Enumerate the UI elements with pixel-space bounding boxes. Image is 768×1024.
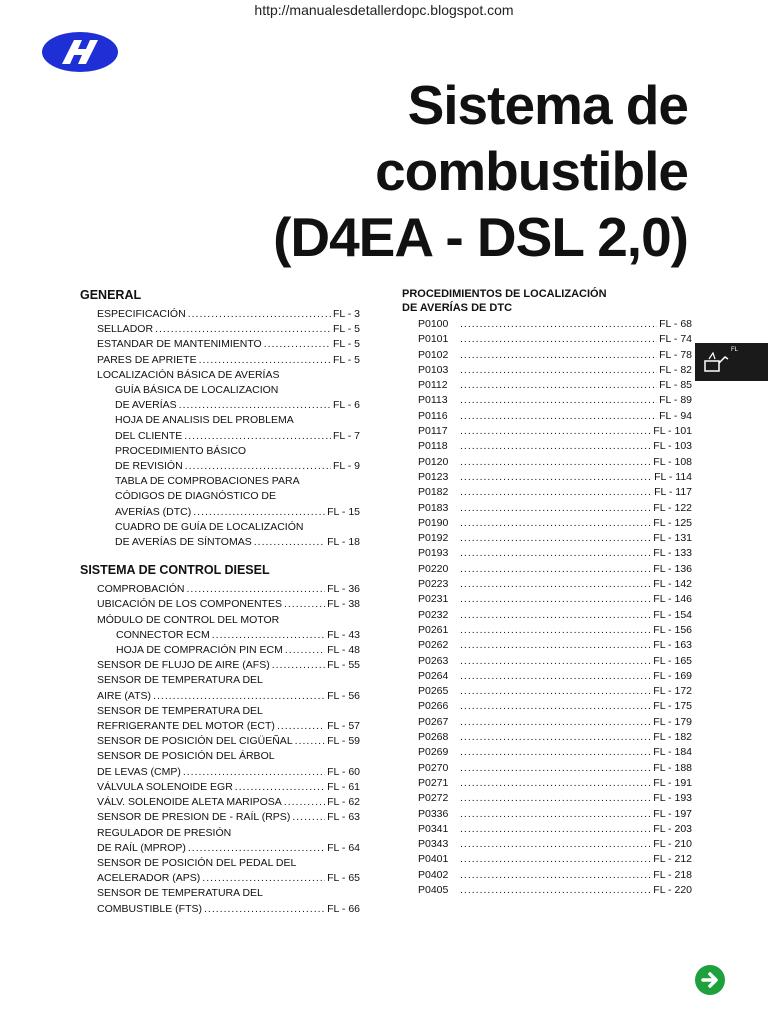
dot-leader — [284, 795, 325, 810]
toc-entry-title: P0261 — [418, 623, 449, 636]
dot-leader — [460, 837, 651, 852]
toc-entry-title: UBICACIÓN DE LOS COMPONENTES — [97, 598, 282, 611]
toc-entry[interactable] — [97, 413, 360, 428]
dot-leader — [460, 378, 657, 393]
dot-leader — [199, 353, 331, 368]
dot-leader — [460, 470, 652, 485]
toc-entry[interactable] — [418, 485, 692, 500]
toc-entry-page: FL - 154 — [653, 608, 692, 621]
toc-entry-title: P0272 — [418, 792, 449, 805]
toc-entry-page: FL - 142 — [653, 578, 692, 591]
toc-entry[interactable] — [418, 470, 692, 485]
toc-entry-page: FL - 131 — [653, 532, 692, 545]
toc-entry[interactable] — [97, 368, 360, 383]
dot-leader — [179, 398, 331, 413]
toc-entry[interactable] — [97, 673, 360, 688]
dot-leader — [285, 643, 325, 658]
toc-entry-title: PARES DE APRIETE — [97, 353, 197, 366]
toc-entry-title: ACELERADOR (APS) — [97, 872, 201, 885]
toc-entry-title: P0267 — [418, 715, 449, 728]
toc-entry[interactable] — [97, 307, 360, 322]
dot-leader — [460, 699, 651, 714]
toc-entry-title: P0182 — [418, 486, 449, 499]
toc-entry[interactable] — [97, 689, 360, 704]
dot-leader — [460, 684, 651, 699]
toc-entry-title: SENSOR DE POSICIÓN DEL CIGÜEÑAL — [97, 735, 293, 748]
toc-entry[interactable] — [97, 459, 360, 474]
dot-leader — [460, 852, 651, 867]
toc-entry-title: LOCALIZACIÓN BÁSICA DE AVERÍAS — [97, 368, 280, 381]
toc-entry-title: P0100 — [418, 318, 449, 330]
toc-entry-title: HOJA DE ANALISIS DEL PROBLEMA — [115, 414, 294, 427]
toc-right-column — [402, 287, 692, 898]
toc-entry-page: FL - 133 — [653, 547, 692, 560]
toc-entry[interactable] — [97, 734, 360, 749]
toc-entry-page: FL - 15 — [327, 505, 360, 518]
toc-entry-title: REGULADOR DE PRESIÓN — [97, 826, 232, 839]
toc-entry-title: P0101 — [418, 333, 449, 346]
dot-leader — [460, 562, 651, 577]
toc-entry-page: FL - 38 — [327, 598, 360, 611]
toc-entry-title: SELLADOR — [97, 323, 154, 336]
toc-entry-page: FL - 172 — [653, 685, 692, 698]
toc-entry-page: FL - 5 — [332, 323, 360, 336]
dot-leader — [460, 776, 651, 791]
toc-entry-page: FL - 9 — [332, 460, 360, 473]
toc-entry[interactable] — [97, 886, 360, 901]
toc-entry[interactable] — [97, 795, 360, 810]
toc-entry[interactable] — [418, 852, 692, 867]
dot-leader — [460, 730, 651, 745]
toc-entry[interactable] — [418, 546, 692, 561]
toc-entry-title: P0266 — [418, 700, 449, 713]
toc-entry-page: FL - 5 — [332, 353, 360, 366]
toc-entry-title: P0123 — [418, 470, 449, 483]
toc-entry[interactable] — [418, 608, 692, 623]
toc-entry-title: P0120 — [418, 455, 449, 468]
heading-line: DE AVERÍAS DE DTC — [402, 302, 513, 314]
toc-entry-title: P0232 — [418, 608, 449, 621]
toc-entry-title: P0223 — [418, 578, 449, 591]
toc-entry-page: FL - 163 — [653, 639, 692, 652]
toc-entry[interactable] — [418, 378, 692, 393]
toc-entry-title: P0268 — [418, 731, 449, 744]
toc-entry[interactable] — [97, 826, 360, 841]
toc-entry[interactable] — [418, 623, 692, 638]
toc-entry-title: P0269 — [418, 746, 449, 759]
toc-entry-title: DEL CLIENTE — [115, 429, 183, 442]
toc-entry-title: CUADRO DE GUÍA DE LOCALIZACIÓN — [115, 520, 304, 533]
toc-entry[interactable] — [97, 704, 360, 719]
toc-entry-title: PROCEDIMIENTO BÁSICO — [115, 444, 247, 457]
toc-entry-page: FL - 55 — [327, 659, 360, 672]
toc-entry[interactable] — [418, 807, 692, 822]
toc-entry[interactable] — [418, 684, 692, 699]
toc-entry[interactable] — [97, 749, 360, 764]
toc-entry-title: P0265 — [418, 685, 449, 698]
toc-entry-title: AVERÍAS (DTC) — [115, 505, 192, 518]
dot-leader — [460, 546, 651, 561]
toc-entry-page: FL - 191 — [653, 776, 692, 789]
toc-entry-title: P0271 — [418, 776, 449, 789]
dot-leader — [188, 841, 325, 856]
toc-entry-title: VÁLVULA SOLENOIDE EGR — [97, 780, 233, 793]
hyundai-logo — [40, 30, 120, 74]
toc-entry-page: FL - 156 — [653, 623, 692, 636]
dot-leader — [185, 459, 331, 474]
dot-leader — [284, 597, 325, 612]
toc-entry-title: DE AVERÍAS DE SÍNTOMAS — [115, 536, 252, 549]
toc-entry-page: FL - 7 — [332, 429, 360, 442]
section-heading-diesel: SISTEMA DE CONTROL DIESEL — [80, 563, 270, 578]
dot-leader — [460, 761, 651, 776]
toc-entry[interactable] — [418, 501, 692, 516]
dot-leader — [460, 317, 657, 332]
toc-entry-page: FL - 122 — [653, 501, 692, 514]
toc-entry-page: FL - 179 — [653, 715, 692, 728]
toc-entry[interactable] — [418, 592, 692, 607]
toc-entry-page: FL - 175 — [653, 700, 692, 713]
dot-leader — [460, 608, 651, 623]
toc-entry-title: P0264 — [418, 669, 449, 682]
toc-entry-title: HOJA DE COMPRACIÓN PIN ECM — [116, 644, 283, 657]
toc-entry-page: FL - 101 — [653, 425, 692, 438]
dot-leader — [460, 424, 651, 439]
toc-entry-title: DE RAÍL (MPROP) — [97, 841, 186, 854]
toc-entry-page: FL - 68 — [659, 318, 692, 330]
toc-entry[interactable] — [418, 822, 692, 837]
toc-entry-title: P0103 — [418, 363, 449, 376]
toc-entry-page: FL - 212 — [653, 853, 692, 866]
toc-entry-title: MÓDULO DE CONTROL DEL MOTOR — [97, 613, 280, 626]
toc-entry-page: FL - 63 — [327, 811, 360, 824]
toc-entry[interactable] — [97, 613, 360, 628]
toc-entry-page: FL - 43 — [327, 628, 360, 641]
toc-entry[interactable] — [418, 409, 692, 424]
toc-entry[interactable] — [418, 424, 692, 439]
toc-entry-page: FL - 6 — [332, 399, 360, 412]
toc-entry[interactable] — [418, 868, 692, 883]
toc-entry[interactable] — [418, 654, 692, 669]
toc-entry[interactable] — [97, 780, 360, 795]
toc-entry-page: FL - 60 — [327, 765, 360, 778]
dot-leader — [202, 871, 325, 886]
heading-line: PROCEDIMIENTOS DE LOCALIZACIÓN — [402, 288, 607, 300]
toc-entry-page: FL - 36 — [327, 583, 360, 596]
toc-entry[interactable] — [97, 489, 360, 504]
toc-entry[interactable] — [97, 658, 360, 673]
toc-entry-page: FL - 125 — [653, 516, 692, 529]
dot-leader — [460, 409, 657, 424]
toc-entry[interactable] — [418, 455, 692, 470]
dot-leader — [460, 439, 651, 454]
toc-entry-title: SENSOR DE FLUJO DE AIRE (AFS) — [97, 659, 270, 672]
toc-entry-title: P0113 — [418, 394, 448, 407]
toc-entry[interactable] — [418, 577, 692, 592]
dot-leader — [292, 810, 325, 825]
toc-entry-title: AIRE (ATS) — [97, 689, 152, 702]
section-heading-general: GENERAL — [80, 288, 142, 302]
toc-entry-title: P0220 — [418, 562, 449, 575]
toc-entry-title: SENSOR DE TEMPERATURA DEL — [97, 704, 263, 717]
toc-entry[interactable] — [418, 439, 692, 454]
toc-entry-page: FL - 136 — [653, 562, 692, 575]
dot-leader — [204, 902, 325, 917]
toc-entry-page: FL - 193 — [653, 792, 692, 805]
toc-entry-title: SENSOR DE TEMPERATURA DEL — [97, 674, 263, 687]
next-arrow-icon[interactable] — [694, 964, 726, 996]
toc-entry[interactable] — [97, 398, 360, 413]
general-entries — [97, 307, 360, 550]
toc-entry[interactable] — [97, 902, 360, 917]
toc-entry[interactable] — [97, 871, 360, 886]
dot-leader — [187, 582, 326, 597]
toc-entry-title: COMPROBACIÓN — [97, 583, 185, 596]
toc-entry[interactable] — [97, 383, 360, 398]
dot-leader — [460, 592, 651, 607]
toc-entry[interactable] — [418, 638, 692, 653]
toc-entry[interactable] — [97, 856, 360, 871]
dot-leader — [460, 516, 651, 531]
toc-entry-title: SENSOR DE POSICIÓN DEL PEDAL DEL — [97, 856, 297, 869]
toc-entry[interactable] — [418, 669, 692, 684]
dot-leader — [183, 765, 325, 780]
toc-entry-page: FL - 182 — [653, 731, 692, 744]
toc-entry-title: ESPECIFICACIÓN — [97, 308, 186, 320]
toc-entry-page: FL - 78 — [659, 348, 692, 361]
toc-entry[interactable] — [97, 719, 360, 734]
toc-entry[interactable] — [97, 628, 360, 643]
toc-entry-title: CONNECTOR ECM — [116, 628, 210, 641]
dot-leader — [460, 348, 657, 363]
toc-entry[interactable] — [418, 363, 692, 378]
toc-entry-title: P0117 — [418, 425, 448, 438]
toc-entry[interactable] — [418, 715, 692, 730]
toc-entry-page: FL - 74 — [659, 333, 692, 346]
toc-entry-page: FL - 56 — [327, 689, 360, 702]
toc-entry[interactable] — [418, 837, 692, 852]
toc-entry-page: FL - 57 — [327, 720, 360, 733]
toc-entry-title: P0405 — [418, 883, 449, 896]
toc-entry-page: FL - 66 — [327, 902, 360, 915]
dot-leader — [193, 505, 325, 520]
toc-entry[interactable] — [418, 761, 692, 776]
toc-entry-title: SENSOR DE TEMPERATURA DEL — [97, 887, 263, 900]
toc-entry[interactable] — [418, 883, 692, 898]
dot-leader — [460, 669, 651, 684]
toc-entry[interactable] — [418, 531, 692, 546]
toc-entry[interactable] — [97, 765, 360, 780]
dot-leader — [153, 689, 325, 704]
toc-entry-page: FL - 64 — [327, 841, 360, 854]
dot-leader — [460, 485, 652, 500]
toc-entry-title: P0231 — [418, 593, 449, 606]
dot-leader — [254, 535, 325, 550]
toc-entry-title: P0118 — [418, 440, 448, 453]
toc-entry-title: P0102 — [418, 348, 449, 361]
toc-entry-title: SENSOR DE PRESION DE - RAÍL (RPS) — [97, 811, 291, 824]
toc-entry-page: FL - 197 — [653, 807, 692, 820]
dot-leader — [264, 337, 331, 352]
dot-leader — [460, 455, 651, 470]
toc-entry[interactable] — [418, 791, 692, 806]
toc-entry[interactable] — [97, 353, 360, 368]
toc-entry-title: P0401 — [418, 853, 449, 866]
section-heading-dtc — [402, 287, 692, 315]
toc-entry[interactable] — [418, 348, 692, 363]
toc-entry[interactable] — [97, 597, 360, 612]
dot-leader — [460, 393, 657, 408]
dot-leader — [460, 791, 651, 806]
toc-entry-page: FL - 59 — [327, 735, 360, 748]
page-title — [273, 72, 688, 270]
toc-entry-title: P0270 — [418, 761, 449, 774]
toc-entry-title: DE AVERÍAS — [115, 399, 177, 412]
toc-entry-page: FL - 146 — [653, 593, 692, 606]
toc-entry-title: CÓDIGOS DE DIAGNÓSTICO DE — [115, 490, 277, 503]
source-url[interactable]: http://manualesdetallerdopc.blogspot.com — [254, 2, 514, 18]
toc-entry-title: P0341 — [418, 822, 449, 835]
toc-entry[interactable] — [97, 444, 360, 459]
toc-entry-page: FL - 3 — [332, 308, 360, 320]
toc-entry[interactable] — [97, 841, 360, 856]
toc-entry-page: FL - 61 — [327, 780, 360, 793]
toc-entry-title: SENSOR DE POSICIÓN DEL ÁRBOL — [97, 750, 275, 763]
toc-entry-page: FL - 108 — [653, 455, 692, 468]
toc-entry-page: FL - 218 — [653, 868, 692, 881]
toc-entry-page: FL - 103 — [653, 440, 692, 453]
toc-entry[interactable] — [418, 332, 692, 347]
toc-entry-title: P0336 — [418, 807, 449, 820]
dot-leader — [460, 868, 651, 883]
toc-entry[interactable] — [97, 535, 360, 550]
toc-entry-page: FL - 5 — [332, 338, 360, 351]
dot-leader — [460, 501, 651, 516]
tab-label: FL — [731, 347, 739, 353]
dot-leader — [460, 363, 657, 378]
toc-entry-page: FL - 114 — [654, 470, 692, 483]
toc-entry-title: P0116 — [418, 409, 448, 422]
dot-leader — [460, 623, 651, 638]
toc-entry[interactable] — [97, 505, 360, 520]
toc-entry[interactable] — [97, 337, 360, 352]
toc-entry-title: TABLA DE COMPROBACIONES PARA — [115, 475, 300, 488]
toc-entry-page: FL - 184 — [653, 746, 692, 759]
dot-leader — [460, 654, 651, 669]
toc-entry[interactable] — [418, 745, 692, 760]
toc-entry-page: FL - 169 — [653, 669, 692, 682]
toc-entry-title: P0192 — [418, 532, 449, 545]
title-line: Sistema de — [407, 74, 688, 136]
toc-entry-page: FL - 85 — [659, 379, 692, 392]
toc-entry-page: FL - 62 — [327, 796, 360, 809]
toc-entry-page: FL - 210 — [653, 838, 692, 851]
dot-leader — [460, 883, 651, 898]
dot-leader — [272, 658, 325, 673]
toc-entry-page: FL - 89 — [659, 394, 692, 407]
dot-leader — [212, 628, 325, 643]
dtc-entries — [418, 317, 692, 898]
toc-entry-title: DE REVISIÓN — [115, 460, 183, 473]
dot-leader — [460, 332, 657, 347]
toc-entry[interactable] — [97, 810, 360, 825]
title-line: combustible — [375, 140, 688, 202]
toc-entry[interactable] — [418, 730, 692, 745]
toc-entry[interactable] — [97, 429, 360, 444]
dot-leader — [460, 745, 651, 760]
toc-entry-title: P0193 — [418, 547, 449, 560]
title-line: (D4EA - DSL 2,0) — [273, 206, 688, 268]
toc-entry-page: FL - 220 — [653, 883, 692, 896]
toc-entry-title: P0112 — [418, 379, 448, 392]
toc-entry[interactable] — [97, 474, 360, 489]
toc-entry-page: FL - 94 — [659, 409, 692, 422]
toc-entry-page: FL - 117 — [654, 486, 692, 499]
dot-leader — [460, 531, 651, 546]
toc-entry[interactable] — [418, 699, 692, 714]
toc-entry-title: P0190 — [418, 516, 449, 529]
dot-leader — [188, 307, 331, 322]
dot-leader — [235, 780, 325, 795]
toc-entry-title: VÁLV. SOLENOIDE ALETA MARIPOSA — [97, 796, 282, 809]
toc-entry[interactable] — [418, 393, 692, 408]
toc-entry-title: ESTANDAR DE MANTENIMIENTO — [97, 338, 262, 351]
toc-entry-title: P0262 — [418, 639, 449, 652]
toc-entry-title: P0343 — [418, 838, 449, 851]
toc-entry-page: FL - 188 — [653, 761, 692, 774]
toc-entry-page: FL - 203 — [653, 822, 692, 835]
dot-leader — [155, 322, 331, 337]
toc-entry-title: GUÍA BÁSICA DE LOCALIZACION — [115, 384, 279, 397]
toc-entry-page: FL - 48 — [327, 644, 360, 657]
toc-entry[interactable] — [418, 516, 692, 531]
toc-entry-page: FL - 65 — [327, 872, 360, 885]
dot-leader — [460, 822, 651, 837]
toc-entry-title: COMBUSTIBLE (FTS) — [97, 902, 203, 915]
dot-leader — [277, 719, 325, 734]
toc-entry-page: FL - 82 — [659, 363, 692, 376]
toc-entry-title: P0263 — [418, 654, 449, 667]
toc-entry[interactable] — [97, 643, 360, 658]
dot-leader — [295, 734, 325, 749]
toc-entry[interactable] — [418, 317, 692, 332]
dot-leader — [460, 807, 651, 822]
toc-entry-page: FL - 18 — [327, 536, 360, 549]
toc-left-column — [80, 288, 360, 917]
toc-entry-title: REFRIGERANTE DEL MOTOR (ECT) — [97, 720, 275, 733]
dot-leader — [460, 577, 651, 592]
diesel-entries — [97, 582, 360, 916]
toc-entry[interactable] — [97, 322, 360, 337]
toc-entry-title: P0402 — [418, 868, 449, 881]
toc-entry-page: FL - 165 — [653, 654, 692, 667]
toc-entry-title: DE LEVAS (CMP) — [97, 765, 181, 778]
section-tab[interactable] — [695, 343, 768, 381]
toc-entry-title: P0183 — [418, 501, 449, 514]
toc-entry[interactable] — [418, 562, 692, 577]
dot-leader — [184, 429, 331, 444]
dot-leader — [460, 715, 651, 730]
fuel-system-icon — [701, 349, 731, 375]
dot-leader — [460, 638, 651, 653]
toc-entry[interactable] — [97, 582, 360, 597]
toc-entry[interactable] — [97, 520, 360, 535]
toc-entry[interactable] — [418, 776, 692, 791]
